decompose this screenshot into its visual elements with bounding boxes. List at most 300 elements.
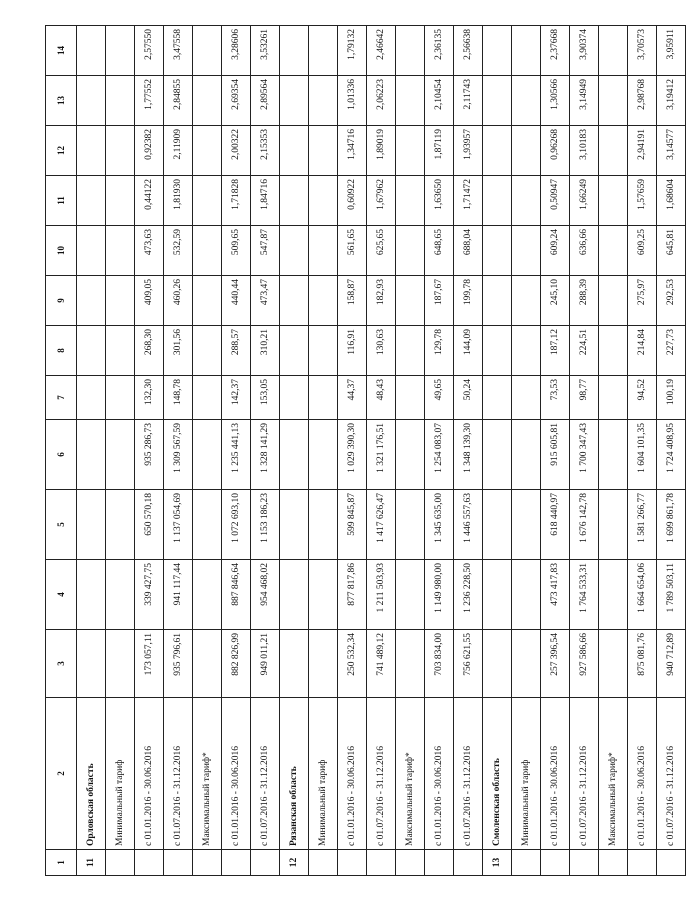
table-cell: 648,65 [425, 226, 454, 276]
table-cell [106, 326, 135, 376]
table-cell [396, 326, 425, 376]
period-label: с 01.01.2016 - 30.06.2016 [222, 698, 251, 850]
table-cell [483, 276, 512, 326]
table-cell: 187,67 [425, 276, 454, 326]
table-cell [280, 326, 309, 376]
table-cell: 2,11909 [164, 126, 193, 176]
table-cell [599, 490, 628, 560]
table-cell [280, 630, 309, 698]
table-cell [396, 490, 425, 560]
table-cell: 1 072 693,10 [222, 490, 251, 560]
table-cell: 268,30 [135, 326, 164, 376]
table-cell: 2,15353 [251, 126, 280, 176]
table-cell [483, 326, 512, 376]
table-cell: 2,94191 [628, 126, 657, 176]
table-cell [106, 560, 135, 630]
table-cell: 44,37 [338, 376, 367, 420]
table-cell [599, 630, 628, 698]
table-cell: 2,46642 [367, 26, 396, 76]
column-number: 3 [46, 630, 77, 698]
table-cell [512, 276, 541, 326]
table-cell: 2,89564 [251, 76, 280, 126]
table-row [338, 26, 367, 876]
table-cell [309, 560, 338, 630]
table-cell: 0,96268 [541, 126, 570, 176]
table-cell: 0,92382 [135, 126, 164, 176]
table-cell: 1 724 408,95 [657, 420, 686, 490]
table-row [628, 26, 657, 876]
table-cell [309, 226, 338, 276]
column-number: 10 [46, 226, 77, 276]
table-cell [599, 376, 628, 420]
table-cell [396, 126, 425, 176]
table-cell [396, 26, 425, 76]
column-number: 1 [46, 850, 77, 876]
table-cell: 703 834,00 [425, 630, 454, 698]
table-cell: 618 440,97 [541, 490, 570, 560]
table-cell [483, 26, 512, 76]
table-row [367, 26, 396, 876]
table-cell [512, 420, 541, 490]
table-cell: 625,65 [367, 226, 396, 276]
period-label: с 01.01.2016 - 30.06.2016 [338, 698, 367, 850]
period-label: с 01.07.2016 - 31.12.2016 [570, 698, 599, 850]
table-row [570, 26, 599, 876]
table-cell [512, 76, 541, 126]
row-number: 12 [280, 850, 309, 876]
tariff-heading-row [309, 26, 338, 876]
table-cell [106, 76, 135, 126]
table-cell [106, 420, 135, 490]
row-number [338, 850, 367, 876]
table-cell: 116,91 [338, 326, 367, 376]
table-cell: 1 309 567,59 [164, 420, 193, 490]
table-cell: 214,84 [628, 326, 657, 376]
period-label: с 01.01.2016 - 30.06.2016 [425, 698, 454, 850]
table-cell: 1 700 347,43 [570, 420, 599, 490]
table-cell: 949 011,21 [251, 630, 280, 698]
table-cell: 130,63 [367, 326, 396, 376]
table-cell [483, 630, 512, 698]
table-cell: 609,25 [628, 226, 657, 276]
table-cell [599, 126, 628, 176]
table-cell: 73,53 [541, 376, 570, 420]
table-cell: 2,36135 [425, 26, 454, 76]
table-row [541, 26, 570, 876]
table-row [251, 26, 280, 876]
region-name: Смоленская область [483, 698, 512, 850]
table-cell [280, 560, 309, 630]
table-cell: 561,65 [338, 226, 367, 276]
region-row [280, 26, 309, 876]
column-number-row [46, 26, 77, 876]
table-cell [309, 490, 338, 560]
table-cell [77, 376, 106, 420]
table-cell [512, 326, 541, 376]
table-cell [309, 420, 338, 490]
column-number: 7 [46, 376, 77, 420]
table-cell: 1 211 503,93 [367, 560, 396, 630]
table-cell [193, 26, 222, 76]
table-cell [77, 176, 106, 226]
table-cell: 50,24 [454, 376, 483, 420]
table-cell: 3,70573 [628, 26, 657, 76]
table-cell: 941 117,44 [164, 560, 193, 630]
table-cell: 48,43 [367, 376, 396, 420]
table-cell: 1 137 054,69 [164, 490, 193, 560]
table-cell [309, 376, 338, 420]
tariff-label: Минимальный тариф [512, 698, 541, 850]
table-cell: 915 605,81 [541, 420, 570, 490]
table-cell: 2,57550 [135, 26, 164, 76]
table-cell: 940 712,89 [657, 630, 686, 698]
table-cell [483, 420, 512, 490]
table-cell [77, 490, 106, 560]
table-cell: 650 570,18 [135, 490, 164, 560]
table-cell: 2,84855 [164, 76, 193, 126]
table-cell: 250 532,34 [338, 630, 367, 698]
table-cell: 1,71472 [454, 176, 483, 226]
table-cell: 3,47558 [164, 26, 193, 76]
row-number [193, 850, 222, 876]
table-cell: 882 826,99 [222, 630, 251, 698]
table-cell: 688,04 [454, 226, 483, 276]
table-cell: 927 586,66 [570, 630, 599, 698]
table-cell: 98,77 [570, 376, 599, 420]
table-cell: 1 764 533,31 [570, 560, 599, 630]
table-cell: 1 699 861,78 [657, 490, 686, 560]
table-cell: 2,11743 [454, 76, 483, 126]
table-cell [599, 420, 628, 490]
table-cell [193, 126, 222, 176]
table-cell [280, 26, 309, 76]
table-cell [280, 176, 309, 226]
table-cell: 301,56 [164, 326, 193, 376]
tariff-heading-row [396, 26, 425, 876]
table-cell [483, 76, 512, 126]
table-cell [309, 76, 338, 126]
table-cell: 49,65 [425, 376, 454, 420]
table-cell: 609,24 [541, 226, 570, 276]
table-cell [106, 376, 135, 420]
table-cell: 954 468,02 [251, 560, 280, 630]
table-cell [396, 630, 425, 698]
table-cell [483, 560, 512, 630]
row-number [512, 850, 541, 876]
table-row [425, 26, 454, 876]
table-cell [280, 126, 309, 176]
table-cell: 887 846,64 [222, 560, 251, 630]
table-cell: 0,50947 [541, 176, 570, 226]
table-cell: 1 789 503,11 [657, 560, 686, 630]
table-cell: 1,79132 [338, 26, 367, 76]
table-cell [309, 26, 338, 76]
table-cell [512, 490, 541, 560]
table-cell: 1,57659 [628, 176, 657, 226]
table-cell [396, 76, 425, 126]
table-cell: 1 153 186,23 [251, 490, 280, 560]
table-cell: 1 664 654,06 [628, 560, 657, 630]
region-row [77, 26, 106, 876]
column-number: 8 [46, 326, 77, 376]
column-number: 11 [46, 176, 77, 226]
table-cell [106, 226, 135, 276]
table-cell: 599 845,87 [338, 490, 367, 560]
table-cell [512, 126, 541, 176]
region-row [483, 26, 512, 876]
column-number: 6 [46, 420, 77, 490]
table-cell [599, 560, 628, 630]
table-cell [309, 276, 338, 326]
table-cell [280, 76, 309, 126]
table-cell: 756 621,55 [454, 630, 483, 698]
row-number [628, 850, 657, 876]
period-label: с 01.01.2016 - 30.06.2016 [628, 698, 657, 850]
column-number: 13 [46, 76, 77, 126]
table-cell: 292,53 [657, 276, 686, 326]
table-cell: 142,37 [222, 376, 251, 420]
table-cell: 1 149 980,00 [425, 560, 454, 630]
table-cell [193, 560, 222, 630]
period-label: с 01.07.2016 - 31.12.2016 [367, 698, 396, 850]
table-cell: 3,95911 [657, 26, 686, 76]
row-number [570, 850, 599, 876]
table-cell: 1,30566 [541, 76, 570, 126]
table-cell [280, 226, 309, 276]
table-cell [512, 26, 541, 76]
table-cell [280, 490, 309, 560]
table-cell: 547,87 [251, 226, 280, 276]
row-number [135, 850, 164, 876]
table-cell [106, 26, 135, 76]
table-cell: 187,12 [541, 326, 570, 376]
table-cell: 1,77552 [135, 76, 164, 126]
period-label: с 01.01.2016 - 30.06.2016 [135, 698, 164, 850]
period-label: с 01.07.2016 - 31.12.2016 [657, 698, 686, 850]
table-cell [193, 176, 222, 226]
period-label: с 01.07.2016 - 31.12.2016 [454, 698, 483, 850]
table-cell [483, 176, 512, 226]
table-cell: 1,84716 [251, 176, 280, 226]
table-cell: 2,00322 [222, 126, 251, 176]
table-cell [77, 76, 106, 126]
table-cell: 1 029 390,30 [338, 420, 367, 490]
table-row [164, 26, 193, 876]
table-cell: 473,63 [135, 226, 164, 276]
table-cell: 1 604 101,35 [628, 420, 657, 490]
table-cell: 94,52 [628, 376, 657, 420]
table-cell [396, 560, 425, 630]
table-cell: 877 817,86 [338, 560, 367, 630]
table-row [222, 26, 251, 876]
table-cell: 875 081,76 [628, 630, 657, 698]
table-cell [599, 76, 628, 126]
row-number [164, 850, 193, 876]
table-cell: 3,14577 [657, 126, 686, 176]
table-cell: 473,47 [251, 276, 280, 326]
table-cell: 409,05 [135, 276, 164, 326]
table-cell: 935 796,61 [164, 630, 193, 698]
table-cell [599, 176, 628, 226]
column-number: 12 [46, 126, 77, 176]
row-number [541, 850, 570, 876]
table-cell [396, 176, 425, 226]
table-cell [106, 126, 135, 176]
table-cell [483, 490, 512, 560]
table-cell: 1,71828 [222, 176, 251, 226]
tariff-table [45, 25, 686, 876]
table-cell [512, 630, 541, 698]
table-cell [77, 560, 106, 630]
table-cell [396, 226, 425, 276]
table-cell [396, 276, 425, 326]
table-cell: 3,14949 [570, 76, 599, 126]
table-cell: 1 328 141,29 [251, 420, 280, 490]
table-cell [280, 276, 309, 326]
tariff-heading-row [106, 26, 135, 876]
table-cell: 636,66 [570, 226, 599, 276]
table-cell [106, 276, 135, 326]
table-cell [599, 26, 628, 76]
table-cell [193, 276, 222, 326]
table-cell: 199,78 [454, 276, 483, 326]
column-number: 9 [46, 276, 77, 326]
table-cell [512, 560, 541, 630]
table-cell: 339 427,75 [135, 560, 164, 630]
table-cell: 460,26 [164, 276, 193, 326]
tariff-label: Минимальный тариф [106, 698, 135, 850]
column-number: 2 [46, 698, 77, 850]
table-cell: 144,09 [454, 326, 483, 376]
column-number: 5 [46, 490, 77, 560]
table-cell [193, 226, 222, 276]
table-cell: 2,37668 [541, 26, 570, 76]
row-number [251, 850, 280, 876]
table-cell [512, 226, 541, 276]
row-number [396, 850, 425, 876]
row-number [425, 850, 454, 876]
table-cell: 473 417,83 [541, 560, 570, 630]
table-cell: 224,51 [570, 326, 599, 376]
row-number [454, 850, 483, 876]
table-cell: 129,78 [425, 326, 454, 376]
table-cell [77, 276, 106, 326]
table-cell [483, 126, 512, 176]
table-cell [77, 226, 106, 276]
column-number: 14 [46, 26, 77, 76]
tariff-heading-row [512, 26, 541, 876]
table-cell: 257 396,54 [541, 630, 570, 698]
table-row [657, 26, 686, 876]
table-cell: 1,63650 [425, 176, 454, 226]
table-cell: 509,65 [222, 226, 251, 276]
table-cell: 1,66249 [570, 176, 599, 226]
table-cell: 288,57 [222, 326, 251, 376]
table-row [135, 26, 164, 876]
table-cell: 1 236 228,50 [454, 560, 483, 630]
table-cell [309, 176, 338, 226]
table-cell: 645,81 [657, 226, 686, 276]
table-cell: 3,53261 [251, 26, 280, 76]
table-cell [512, 376, 541, 420]
period-label: с 01.01.2016 - 30.06.2016 [541, 698, 570, 850]
table-cell: 440,44 [222, 276, 251, 326]
table-cell [77, 126, 106, 176]
tariff-label: Максимальный тариф* [193, 698, 222, 850]
table-cell [77, 630, 106, 698]
tariff-heading-row [193, 26, 222, 876]
table-cell: 1 417 626,47 [367, 490, 396, 560]
period-label: с 01.07.2016 - 31.12.2016 [251, 698, 280, 850]
table-cell [106, 490, 135, 560]
row-number: 11 [77, 850, 106, 876]
row-number [222, 850, 251, 876]
table-cell: 1,93957 [454, 126, 483, 176]
table-cell: 3,90374 [570, 26, 599, 76]
table-cell: 275,97 [628, 276, 657, 326]
table-cell: 1 254 083,07 [425, 420, 454, 490]
row-number [106, 850, 135, 876]
table-cell: 1 235 441,13 [222, 420, 251, 490]
tariff-label: Максимальный тариф* [396, 698, 425, 850]
table-cell [599, 276, 628, 326]
row-number [309, 850, 338, 876]
table-cell: 1,87119 [425, 126, 454, 176]
table-cell: 2,06223 [367, 76, 396, 126]
table-cell [193, 76, 222, 126]
table-cell: 2,10454 [425, 76, 454, 126]
table-cell [309, 126, 338, 176]
table-cell: 1 581 266,77 [628, 490, 657, 560]
table-cell: 310,21 [251, 326, 280, 376]
table-cell [309, 326, 338, 376]
table-cell: 1 676 142,78 [570, 490, 599, 560]
table-cell: 158,87 [338, 276, 367, 326]
table-cell: 532,59 [164, 226, 193, 276]
table-cell: 153,05 [251, 376, 280, 420]
table-cell [106, 176, 135, 226]
table-cell [77, 26, 106, 76]
table-cell [483, 376, 512, 420]
table-cell [396, 376, 425, 420]
table-cell: 741 489,12 [367, 630, 396, 698]
table-cell [483, 226, 512, 276]
tariff-label: Максимальный тариф* [599, 698, 628, 850]
row-number [599, 850, 628, 876]
period-label: с 01.07.2016 - 31.12.2016 [164, 698, 193, 850]
table-cell: 132,30 [135, 376, 164, 420]
table-cell: 935 286,73 [135, 420, 164, 490]
table-cell [193, 630, 222, 698]
table-cell: 227,73 [657, 326, 686, 376]
table-cell: 173 057,11 [135, 630, 164, 698]
tariff-label: Минимальный тариф [309, 698, 338, 850]
table-cell: 2,98768 [628, 76, 657, 126]
table-cell: 1,68604 [657, 176, 686, 226]
table-cell [280, 376, 309, 420]
table-cell [193, 326, 222, 376]
table-cell: 1 321 176,51 [367, 420, 396, 490]
row-number [657, 850, 686, 876]
table-cell: 3,19412 [657, 76, 686, 126]
table-cell: 245,10 [541, 276, 570, 326]
tariff-heading-row [599, 26, 628, 876]
table-cell: 2,56638 [454, 26, 483, 76]
table-cell: 1 348 139,30 [454, 420, 483, 490]
table-cell: 2,69354 [222, 76, 251, 126]
table-cell [396, 420, 425, 490]
row-number [367, 850, 396, 876]
